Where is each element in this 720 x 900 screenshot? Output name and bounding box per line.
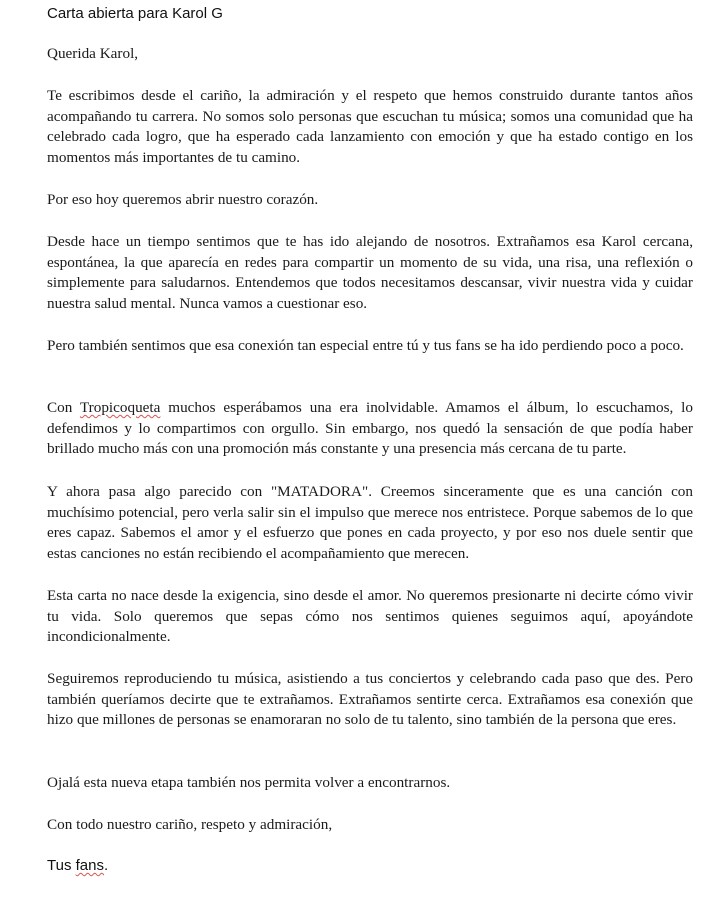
paragraph-5 bbox=[47, 398, 693, 460]
spellcheck-word-fans[interactable]: fans bbox=[75, 857, 104, 874]
paragraph-5-start: Con bbox=[47, 399, 80, 416]
letter-title: Carta abierta para Karol G bbox=[47, 5, 223, 22]
paragraph-6: Y ahora pasa algo parecido con "MATADORA". Creemos sinceramente que es una canción con muchísimo potencial, pero verla salir sin el impulso que merece nos entristece. Porque sabemos de lo que eres capaz. Sabemos el amor y el esfuerzo que pones en cada proyecto, y por eso nos duele sentir que estas canciones no están recibiendo el acompañamiento que merecen. bbox=[47, 483, 693, 563]
signature bbox=[47, 856, 108, 876]
paragraph-1: Te escribimos desde el cariño, la admiración y el respeto que hemos construido durante tantos años acompañando tu carrera. No somos solo personas que escuchan tu música; somos una comunidad que ha celebrado cada logro, que ha esperado cada lanzamiento con emoción y que ha estado contigo en los momentos más importantes de tu camino. bbox=[47, 87, 693, 167]
paragraph-8: Seguiremos reproduciendo tu música, asistiendo a tus conciertos y celebrando cada paso que des. Pero también queríamos decirte que te extrañamos. Extrañamos sentirte cerca. Extrañamos esa conexión que hizo que millones de personas se enamoraran no solo de tu talento, sino también de la persona que eres. bbox=[47, 670, 693, 729]
paragraph-5-rest: muchos esperábamos una era inolvidable. Amamos el álbum, lo escuchamos, lo defendimos y lo compartimos con orgullo. Sin embargo, nos quedó la sensación de que podía haber brillado mucho más con una promoción más constante y una presencia más cercana de tu parte. bbox=[47, 399, 693, 458]
paragraph-2: Por eso hoy queremos abrir nuestro corazón. bbox=[47, 191, 319, 208]
spellcheck-word-tropicoqueta[interactable]: Tropicoqueta bbox=[79, 399, 161, 416]
paragraph-3: Desde hace un tiempo sentimos que te has ido alejando de nosotros. Extrañamos esa Karol cercana, espontánea, la que aparecía en redes para compartir un momento de su vida, una risa, una reflexión o simplemente para saludarnos. Entendemos que todos necesitamos descansar, vivir nuestra vida y cuidar nuestra salud mental. Nunca vamos a cuestionar eso. bbox=[47, 233, 693, 313]
greeting: Querida Karol, bbox=[47, 45, 139, 62]
paragraph-9: Ojalá esta nueva etapa también nos permita volver a encontrarnos. bbox=[47, 774, 451, 791]
closing-line: Con todo nuestro cariño, respeto y admiración, bbox=[47, 816, 333, 833]
signature-start: Tus bbox=[47, 857, 76, 874]
paragraph-4: Pero también sentimos que esa conexión tan especial entre tú y tus fans se ha ido perdiendo poco a poco. bbox=[47, 337, 684, 354]
paragraph-7: Esta carta no nace desde la exigencia, sino desde el amor. No queremos presionarte ni decirte cómo vivir tu vida. Solo queremos que sepas cómo nos sentimos quienes seguimos aquí, apoyándote incondicionalmente. bbox=[47, 587, 693, 646]
signature-end: . bbox=[103, 857, 109, 874]
